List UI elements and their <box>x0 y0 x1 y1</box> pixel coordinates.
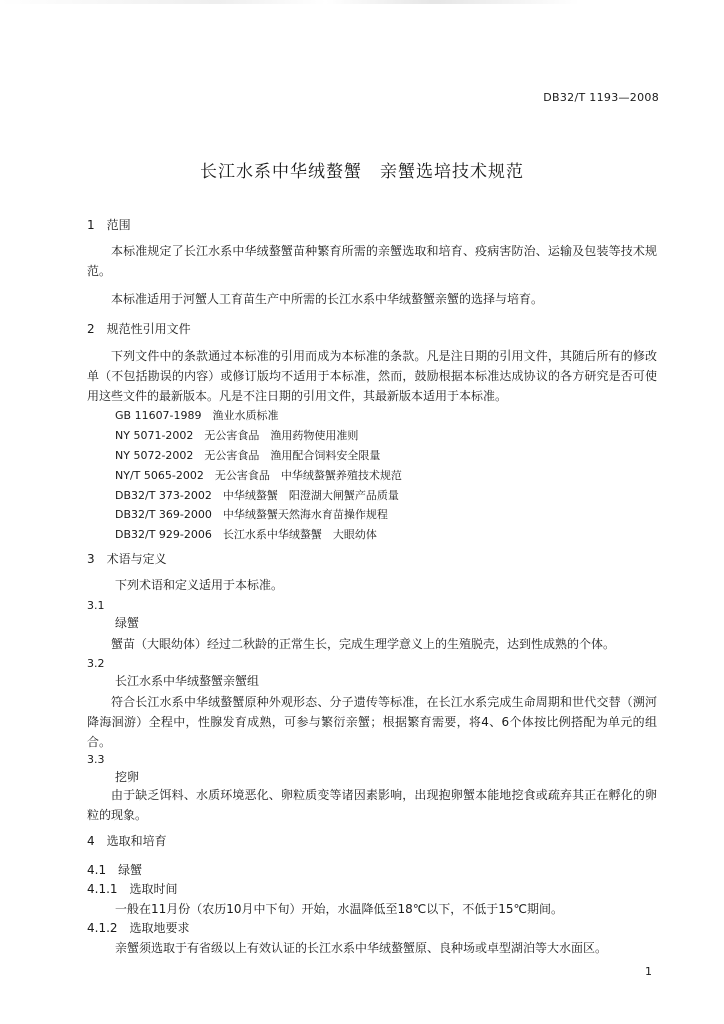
reference-item: NY/T 5065-2002 无公害食品 中华绒螯蟹养殖技术规范 <box>115 469 402 482</box>
term-3-3-definition: 由于缺乏饵料、水质环境恶化、卵粒质变等诸因素影响，出现抱卵蟹本能地挖食或疏弃其正在孵化的卵粒的现象。 <box>87 788 657 822</box>
section-4-1-2-text: 亲蟹须选取于有省级以上有效认证的长江水系中华绒螯蟹原、良种场或卓型湖泊等大水面区。 <box>115 941 608 955</box>
standard-code: DB32/T 1193—2008 <box>543 91 659 104</box>
reference-item: NY 5071-2002 无公害食品 渔用药物使用准则 <box>115 429 359 442</box>
reference-item: DB32/T 369-2000 中华绒螯蟹天然海水育苗操作规程 <box>115 508 388 521</box>
section-4-1-heading: 4.1 绿蟹 <box>87 863 143 877</box>
section-4-heading: 4 选取和培育 <box>87 834 167 848</box>
term-3-1-definition: 蟹苗（大眼幼体）经过二秋龄的正常生长，完成生理学意义上的生殖脱壳，达到性成熟的个体。 <box>111 637 616 651</box>
term-3-3-number: 3.3 <box>87 753 105 766</box>
section-2-paragraph-1: 下列文件中的条款通过本标准的引用而成为本标准的条款。凡是注日期的引用文件，其随后所有的修改单（不包括勘误的内容）或修订版均不适用于本标准，然而，鼓励根据本标准达成协议的各方研究是否可使用这些文件的最新版本。凡是不注日期的引用文件，其最新版本适用于本标准。 <box>87 349 657 403</box>
section-4-1-2-heading: 4.1.2 选取地要求 <box>87 921 190 935</box>
reference-item: NY 5072-2002 无公害食品 渔用配合饲料安全限量 <box>115 449 381 462</box>
scan-edge <box>0 0 724 4</box>
section-1-paragraph-2: 本标准适用于河蟹人工育苗生产中所需的长江水系中华绒螯蟹亲蟹的选择与培育。 <box>111 292 544 306</box>
document-title: 长江水系中华绒螯蟹 亲蟹选培技术规范 <box>200 162 524 182</box>
page-number: 1 <box>645 965 652 978</box>
reference-item: GB 11607-1989 渔业水质标准 <box>115 409 279 422</box>
term-3-1-number: 3.1 <box>87 599 105 612</box>
reference-item: DB32/T 373-2002 中华绒螯蟹 阳澄湖大闸蟹产品质量 <box>115 489 399 502</box>
section-3-heading: 3 术语与定义 <box>87 552 167 566</box>
term-3-2-name: 长江水系中华绒螯蟹亲蟹组 <box>115 674 260 688</box>
term-3-3-name: 挖卵 <box>115 770 140 784</box>
section-3-intro: 下列术语和定义适用于本标准。 <box>115 578 284 592</box>
section-4-1-1-text: 一般在11月份（农历10月中下旬）开始，水温降低至18℃以下，不低于15℃期间。 <box>115 902 564 916</box>
section-1-heading: 1 范围 <box>87 218 131 232</box>
section-2-heading: 2 规范性引用文件 <box>87 322 191 336</box>
term-3-1-name: 绿蟹 <box>115 616 140 630</box>
term-3-2-definition: 符合长江水系中华绒螯蟹原种外观形态、分子遗传等标准，在长江水系完成生命周期和世代交替（溯河降海洄游）全程中，性腺发育成熟，可参与繁衍亲蟹；根据繁育需要，将4、6个体按比例搭配为单元的组合。 <box>87 695 657 749</box>
term-3-2-number: 3.2 <box>87 657 105 670</box>
reference-item: DB32/T 929-2006 长江水系中华绒螯蟹 大眼幼体 <box>115 528 377 541</box>
section-4-1-1-heading: 4.1.1 选取时间 <box>87 882 178 896</box>
section-1-paragraph-1: 本标准规定了长江水系中华绒螯蟹苗种繁育所需的亲蟹选取和培育、疫病害防治、运输及包装等技术规范。 <box>87 244 657 278</box>
